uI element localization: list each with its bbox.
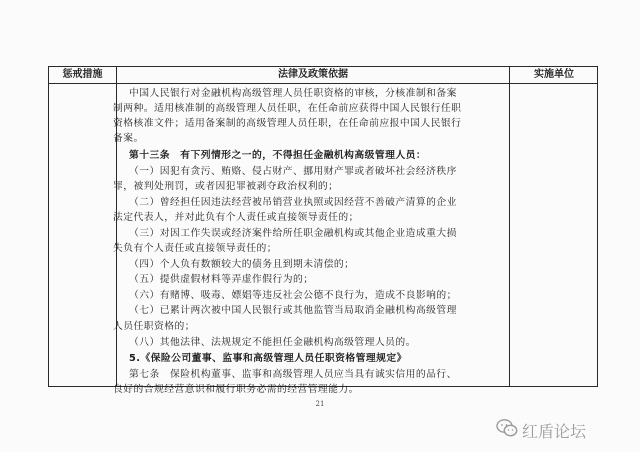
text-line: （四）个人负有数额较大的债务且到期未清偿的； bbox=[129, 259, 355, 270]
article-heading: 第十三条 有下列情形之一的，不得担任金融机构高级管理人员： bbox=[129, 150, 427, 161]
policy-table bbox=[48, 66, 598, 395]
text-line: （六）有赌博、吸毒、嫖娼等违反社会公德不良行为，造成不良影响的； bbox=[129, 290, 457, 301]
header-penalty-measures: 惩戒措施 bbox=[62, 69, 103, 80]
watermark-text: 红盾论坛 bbox=[522, 421, 587, 441]
wechat-icon bbox=[496, 418, 518, 442]
text-line: 制两种。适用核准制的高级管理人员任职，在任命前应获得中国人民银行任职 bbox=[113, 103, 462, 114]
header-divider bbox=[49, 83, 597, 84]
text-line: 中国人民银行对金融机构高级管理人员任职资格的审核，分核准制和备案 bbox=[129, 88, 457, 99]
text-line: 失负有个人责任或直接领导责任的； bbox=[113, 243, 277, 254]
text-line: 良好的合规经营意识和履行职务必需的经营管理能力。 bbox=[113, 384, 359, 395]
text-line: 罪，被判处刑罚，或者因犯罪被剥夺政治权利的； bbox=[113, 181, 339, 192]
text-line: （八）其他法律、法规规定不能担任金融机构高级管理人员的。 bbox=[129, 337, 416, 348]
text-line: （三）对因工作失误或经济案件给所任职金融机构或其他企业造成重大损 bbox=[129, 228, 457, 239]
regulation-title: 5.《保险公司董事、监事和高级管理人员任职资格管理规定》 bbox=[129, 353, 407, 364]
text-line: 第七条 保险机构董事、监事和高级管理人员应当具有诚实信用的品行、 bbox=[129, 369, 457, 380]
text-line: 法定代表人，并对此负有个人责任或直接领导责任的； bbox=[113, 212, 359, 223]
text-line: 人员任职资格的； bbox=[113, 321, 195, 332]
text-line: 资格核准文件；适用备案制的高级管理人员任职，在任命前应报中国人民银行 bbox=[113, 118, 462, 129]
header-legal-basis: 法律及政策依据 bbox=[278, 69, 348, 80]
header-implementing-unit: 实施单位 bbox=[534, 69, 574, 80]
page-number: 21 bbox=[315, 400, 325, 408]
text-line: （五）提供虚假材料等弄虚作假行为的； bbox=[129, 274, 314, 285]
text-line: （一）因犯有贪污、贿赂、侵占财产、挪用财产罪或者破坏社会经济秩序 bbox=[129, 166, 457, 177]
text-line: （二）曾经担任因违法经营被吊销营业执照或因经营不善破产清算的企业 bbox=[129, 197, 457, 208]
watermark bbox=[496, 418, 586, 442]
text-line: 备案。 bbox=[113, 133, 144, 144]
text-line: （七）已累计两次被中国人民银行或其他监管当局取消金融机构高级管理 bbox=[129, 305, 457, 316]
